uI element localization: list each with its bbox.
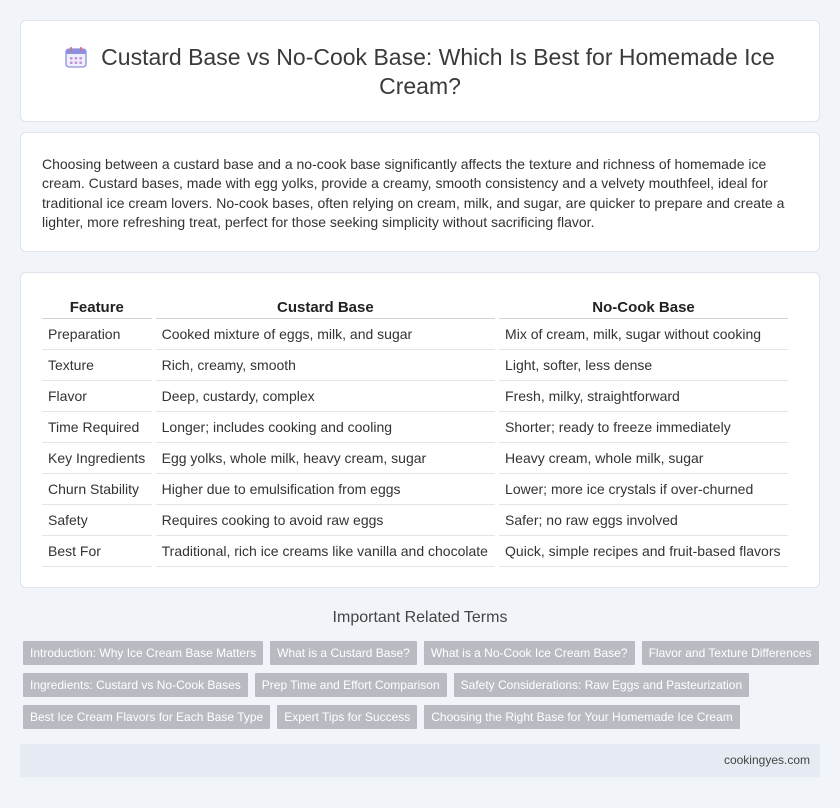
related-term-tag[interactable]: Flavor and Texture Differences (642, 641, 819, 665)
feature-cell: Flavor (42, 381, 152, 412)
no-cook-cell: Quick, simple recipes and fruit-based flavors (499, 536, 788, 567)
related-term-tag[interactable]: Choosing the Right Base for Your Homemade Ice Cream (424, 705, 740, 729)
feature-cell: Preparation (42, 319, 152, 350)
table-row (42, 350, 788, 381)
related-term-tag[interactable]: Safety Considerations: Raw Eggs and Pasteurization (454, 673, 750, 697)
related-term-tag[interactable]: Expert Tips for Success (277, 705, 417, 729)
intro-card (20, 132, 820, 252)
custard-cell: Traditional, rich ice creams like vanilla and chocolate (156, 536, 495, 567)
table-row (42, 474, 788, 505)
related-terms-title: Important Related Terms (332, 609, 508, 626)
table-row (42, 505, 788, 536)
page-title: Custard Base vs No-Cook Base: Which Is Best for Homemade Ice Cream? (101, 44, 775, 99)
table-row (42, 319, 788, 350)
table-row (42, 536, 788, 567)
table-row (42, 412, 788, 443)
no-cook-cell: Fresh, milky, straightforward (499, 381, 788, 412)
table-row (42, 443, 788, 474)
feature-cell: Time Required (42, 412, 152, 443)
intro-paragraph: Choosing between a custard base and a no-cook base significantly affects the texture and richness of homemade ice cream. Custard bases, made with egg yolks, provide a creamy, smooth consistency and a velvety mouthfeel, ideal for traditional ice cream lovers. No-cook bases, often relying on cream, milk, and sugar, are quicker to prepare and create a lighter, more refreshing treat, perfect for those seeking simplicity without sacrificing flavor. (42, 156, 785, 230)
custard-cell: Deep, custardy, complex (156, 381, 495, 412)
no-cook-cell: Mix of cream, milk, sugar without cooking (499, 319, 788, 350)
related-term-tag[interactable]: What is a No-Cook Ice Cream Base? (424, 641, 635, 665)
feature-cell: Churn Stability (42, 474, 152, 505)
no-cook-cell: Safer; no raw eggs involved (499, 505, 788, 536)
table-header-row (42, 296, 788, 319)
feature-cell: Key Ingredients (42, 443, 152, 474)
comparison-table (38, 296, 792, 567)
custard-cell: Rich, creamy, smooth (156, 350, 495, 381)
custard-cell: Requires cooking to avoid raw eggs (156, 505, 495, 536)
no-cook-cell: Light, softer, less dense (499, 350, 788, 381)
title-card (20, 20, 820, 122)
feature-cell: Safety (42, 505, 152, 536)
custard-cell: Higher due to emulsification from eggs (156, 474, 495, 505)
feature-cell: Best For (42, 536, 152, 567)
comparison-table-card (20, 272, 820, 588)
related-term-tag[interactable]: Prep Time and Effort Comparison (255, 673, 447, 697)
related-terms-row (23, 705, 823, 729)
custard-cell: Egg yolks, whole milk, heavy cream, sugar (156, 443, 495, 474)
custard-cell: Longer; includes cooking and cooling (156, 412, 495, 443)
footer (20, 744, 820, 777)
related-terms-list (23, 641, 823, 737)
related-term-tag[interactable]: Best Ice Cream Flavors for Each Base Type (23, 705, 270, 729)
calendar-icon (65, 46, 87, 68)
header-feature: Feature (42, 296, 152, 319)
header-custard-base: Custard Base (156, 296, 495, 319)
related-terms-row (23, 673, 823, 697)
related-term-tag[interactable]: Ingredients: Custard vs No-Cook Bases (23, 673, 248, 697)
related-term-tag[interactable]: What is a Custard Base? (270, 641, 417, 665)
no-cook-cell: Shorter; ready to freeze immediately (499, 412, 788, 443)
custard-cell: Cooked mixture of eggs, milk, and sugar (156, 319, 495, 350)
header-no-cook-base: No-Cook Base (499, 296, 788, 319)
page-title-wrap (21, 43, 819, 101)
footer-site: cookingyes.com (723, 753, 810, 767)
related-terms-row (23, 641, 823, 665)
feature-cell: Texture (42, 350, 152, 381)
table-row (42, 381, 788, 412)
no-cook-cell: Heavy cream, whole milk, sugar (499, 443, 788, 474)
no-cook-cell: Lower; more ice crystals if over-churned (499, 474, 788, 505)
related-term-tag[interactable]: Introduction: Why Ice Cream Base Matters (23, 641, 263, 665)
